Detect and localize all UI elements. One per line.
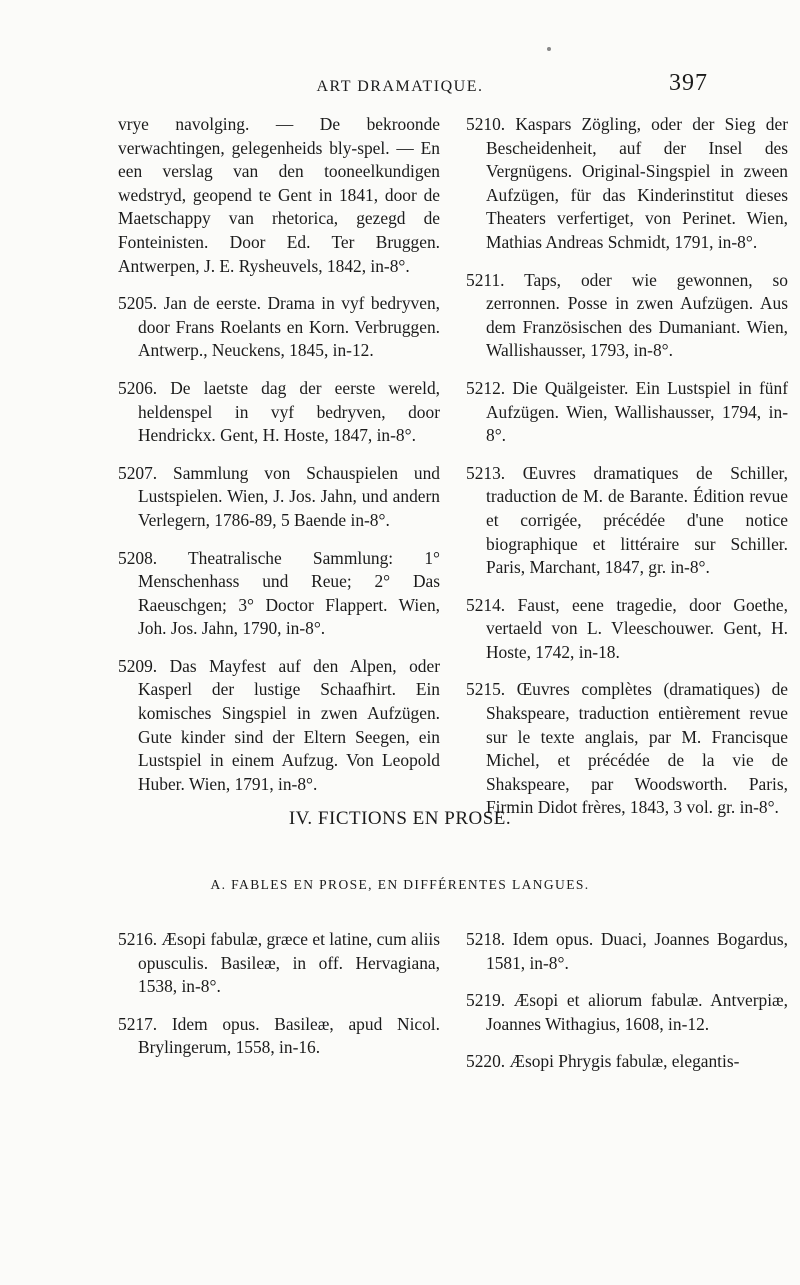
running-head [0, 68, 800, 108]
catalog-entry: 5217. Idem opus. Basileæ, apud Nicol. Brylingerum, 1558, in-16. [118, 1013, 440, 1058]
catalog-entry: 5211. Taps, oder wie gewonnen, so zerronnen. Posse in zwen Aufzügen. Aus dem Französischen des Dumaniant. Wien, Wallishausser, 1793, in-8°. [466, 269, 788, 361]
print-speck [547, 47, 551, 51]
catalog-entry: 5219. Æsopi et aliorum fabulæ. Antverpiæ, Joannes Withagius, 1608, in-12. [466, 990, 788, 1034]
catalog-entry: 5216. Æsopi fabulæ, græce et latine, cum aliis opusculis. Basileæ, in off. Hervagiana, 1538, in-8°. [118, 929, 440, 997]
catalog-entry: 5212. Die Quälgeister. Ein Lustspiel in fünf Aufzügen. Wien, Wallishausser, 1794, in-8°. [466, 377, 788, 446]
catalog-entry: 5218. Idem opus. Duaci, Joannes Bogardus, 1581, in-8°. [466, 929, 788, 973]
catalog-entry: 5206. De laetste dag der eerste wereld, heldenspel in vyf bedryven, door Hendrickx. Gent, H. Hoste, 1847, in-8°. [118, 377, 440, 446]
bottom-right-column [466, 928, 788, 1088]
catalog-entry: 5205. Jan de eerste. Drama in vyf bedryven, door Frans Roelants en Korn. Verbruggen. Antwerp., Neuckens, 1845, in-12. [118, 293, 440, 361]
catalog-entry: 5207. Sammlung von Schauspielen und Lustspielen. Wien, J. Jos. Jahn, und andern Verlegern, 1786-89, 5 Baende in-8°. [118, 462, 440, 530]
catalog-entry: vrye navolging. — De bekroonde verwachtingen, gelegenheids bly-spel. — En een verslag van den tooneelkundigen wedstryd, geopend te Gent in 1841, door de Maetschappy van rhetorica, gezegd de Fonteinisten. Door Ed. Ter Bruggen. Antwerpen, J. E. Rysheuvels, 1842, in-8°. [118, 114, 440, 276]
catalog-entry: 5209. Das Mayfest auf den Alpen, oder Kasperl der lustige Schaafhirt. Ein komisches Singspiel in zwen Aufzügen. Gute kinder sind der Eltern Seegen, ein Lustspiel in einem Aufzug. Von Leopold Huber. Wien, 1791, in-8°. [118, 655, 440, 794]
right-column [466, 113, 788, 834]
catalog-entry: 5215. Œuvres complètes (dramatiques) de Shakspeare, traduction entièrement revue sur le texte anglais, par M. Francisque Michel, et précédée de la vie de Shakspeare, par Woodsworth. Paris, Firmin Didot frères, 1843, 3 vol. gr. in-8°. [466, 679, 788, 818]
catalog-entry: 5213. Œuvres dramatiques de Schiller, traduction de M. de Barante. Édition revue et corrigée, précédée d'une notice biographique et littéraire sur Schiller. Paris, Marchant, 1847, gr. in-8°. [466, 462, 788, 578]
catalog-entry: 5208. Theatralische Sammlung: 1° Menschenhass und Reue; 2° Das Raeuschgen; 3° Doctor Flappert. Wien, Joh. Jos. Jahn, 1790, in-8°. [118, 547, 440, 639]
running-title: ART DRAMATIQUE. [316, 78, 484, 95]
left-column [118, 113, 440, 810]
subsection-heading: A. FABLES EN PROSE, EN DIFFÉRENTES LANGUES. [210, 877, 590, 892]
catalog-entry: 5214. Faust, eene tragedie, door Goethe, vertaeld von L. Vleeschouwer. Gent, H. Hoste, 1742, in-18. [466, 594, 788, 662]
catalog-entry: 5220. Æsopi Phrygis fabulæ, elegantis- [466, 1051, 740, 1072]
bottom-left-column [118, 928, 440, 1074]
catalog-entry: 5210. Kaspars Zögling, oder der Sieg der Bescheidenheit, auf der Insel des Vergnügens. Original-Singspiel in zween Aufzügen, für das Kinderinstitut dieses Theaters verfertiget, von Perinet. Wien, Mathias Andreas Schmidt, 1791, in-8°. [466, 114, 788, 252]
page-number: 397 [669, 70, 708, 96]
section-heading: IV. FICTIONS EN PROSE. [288, 808, 512, 829]
